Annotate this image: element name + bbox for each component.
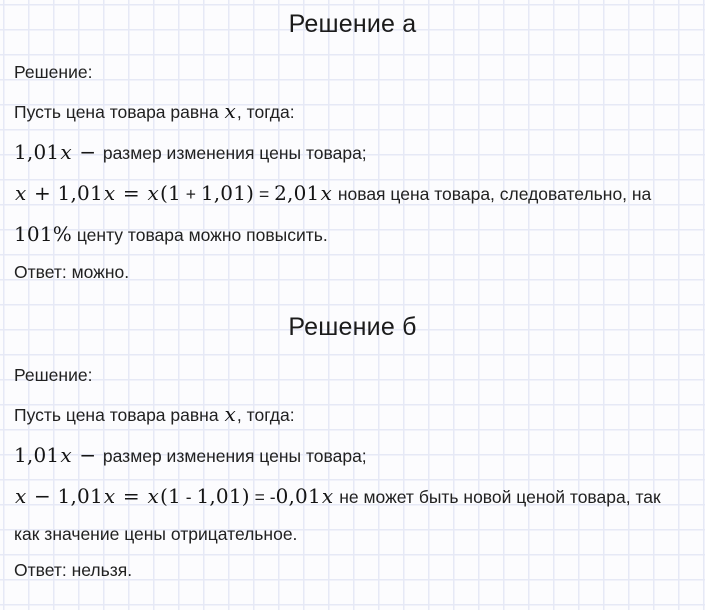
math-segment: 101% [14, 222, 72, 246]
solution-line [14, 180, 691, 206]
section-title: Решение б [288, 313, 417, 341]
text-segment: размер изменения цены товара; [102, 143, 367, 163]
text-segment: не может быть новой ценой товара, так [334, 487, 661, 507]
text-segment: размер изменения цены товара; [102, 446, 367, 466]
math-variable-x: x [15, 181, 27, 205]
text-segment: = - [249, 487, 276, 507]
solution-line [14, 139, 691, 165]
math-segment: x + 1,01x = x(1 [15, 181, 181, 205]
text-segment: новая цена товара, следовательно, на [332, 184, 652, 204]
solution-section-a [14, 10, 691, 283]
math-segment: 1,01) [196, 484, 250, 508]
text-segment: Решение: [14, 62, 93, 82]
text-segment: + [180, 184, 201, 204]
solution-line [14, 62, 691, 83]
math-segment: 1,01x − [14, 140, 103, 164]
solution-line [14, 560, 691, 581]
text-segment: Пусть цена товара равна [14, 102, 224, 122]
math-segment: 1,01) [200, 181, 255, 205]
solution-line [14, 262, 691, 283]
math-segment: 2,01x [274, 181, 332, 205]
math-variable-x: x [103, 484, 116, 508]
math-variable-x: x [15, 484, 27, 508]
solution-line [14, 524, 691, 545]
text-segment: = [254, 184, 275, 204]
math-variable-x: x [103, 181, 116, 205]
math-variable-x: x [321, 484, 334, 508]
math-segment [223, 402, 236, 426]
text-segment: - [180, 487, 197, 507]
math-segment: x − 1,01x = x(1 [15, 484, 181, 508]
solution-line [14, 401, 691, 427]
math-variable-x: x [224, 402, 236, 426]
math-segment: 1,01x − [14, 443, 103, 467]
solution-line [14, 483, 691, 509]
solution-line [14, 221, 691, 247]
text-segment: Ответ: можно. [14, 262, 130, 282]
math-variable-x: x [147, 484, 159, 508]
math-segment [223, 99, 236, 123]
worksheet [0, 10, 705, 581]
math-variable-x: x [224, 99, 236, 123]
math-variable-x: x [320, 181, 332, 205]
math-variable-x: x [60, 140, 72, 164]
section-title: Решение а [288, 10, 417, 38]
solution-line [14, 98, 691, 124]
solution-line [14, 442, 691, 468]
solution-section-b [14, 313, 691, 581]
text-segment: , тогда: [236, 102, 295, 122]
text-segment: , тогда: [236, 405, 295, 425]
text-segment: как значение цены отрицательное. [14, 524, 298, 544]
text-segment: Пусть цена товара равна [14, 405, 224, 425]
text-segment: Решение: [14, 365, 93, 385]
solution-line [14, 365, 691, 386]
math-variable-x: x [60, 443, 72, 467]
math-segment: 0,01x [275, 484, 334, 508]
text-segment: Ответ: нельзя. [14, 560, 133, 580]
math-variable-x: x [147, 181, 159, 205]
text-segment: центу товара можно повысить. [71, 225, 328, 245]
